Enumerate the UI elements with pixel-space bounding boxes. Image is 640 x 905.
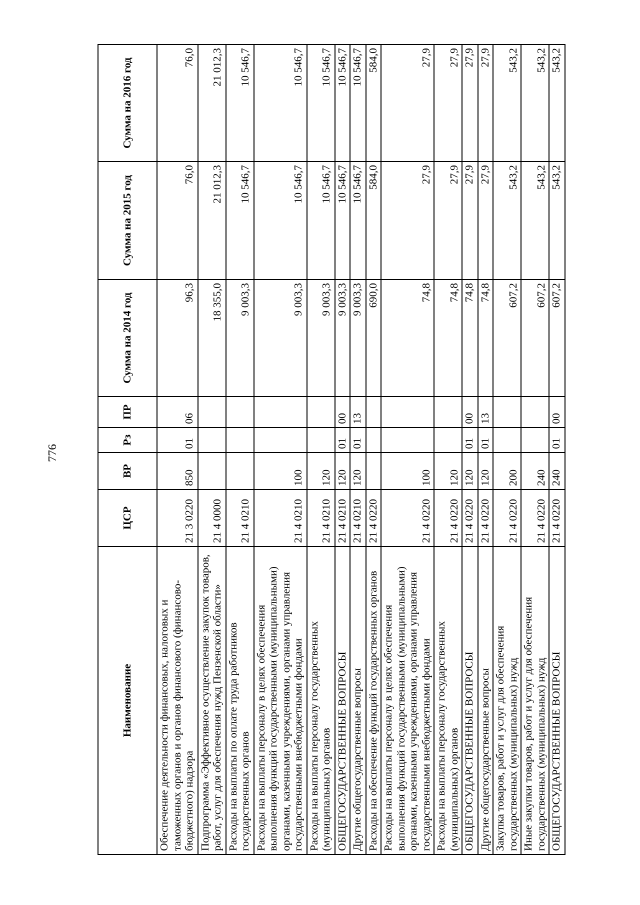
cell-csr: 21 4 0210 — [226, 490, 254, 547]
cell-name: Закупка товаров, работ и услуг для обеспечения государственных (муниципальных) нужд — [493, 547, 521, 855]
header-csr: ЦСР — [98, 490, 157, 547]
cell-sum-2014: 74,8 — [462, 280, 478, 397]
header-sum-2014: Сумма на 2014 год — [98, 280, 157, 397]
cell-name: Расходы на выплаты по оплате труда работников государственных органов — [226, 547, 254, 855]
cell-sum-2016: 27,9 — [434, 45, 462, 162]
cell-vr — [366, 453, 382, 490]
cell-rz — [381, 428, 434, 453]
cell-pr — [254, 397, 307, 428]
header-rz: Рз — [98, 428, 157, 453]
cell-rz — [254, 428, 307, 453]
cell-sum-2015: 543,2 — [493, 162, 521, 280]
header-vr: ВР — [98, 453, 157, 490]
cell-vr: 120 — [434, 453, 462, 490]
cell-pr: 13 — [478, 397, 494, 428]
table-body — [157, 45, 565, 855]
header-sum-2015: Сумма на 2015 год — [98, 162, 157, 280]
cell-vr: 120 — [307, 453, 335, 490]
cell-vr: 850 — [157, 453, 198, 490]
cell-sum-2014: 9 003,3 — [335, 280, 351, 397]
cell-csr: 21 4 0220 — [381, 490, 434, 547]
table-row — [549, 45, 565, 855]
cell-name: Другие общегосударственные вопросы — [350, 547, 366, 855]
cell-pr — [307, 397, 335, 428]
cell-sum-2015: 543,2 — [521, 162, 549, 280]
cell-name: Расходы на выплаты персоналу государственных (муниципальных) органов — [434, 547, 462, 855]
cell-sum-2016: 543,2 — [521, 45, 549, 162]
cell-sum-2016: 27,9 — [381, 45, 434, 162]
cell-pr: 13 — [350, 397, 366, 428]
budget-table-container — [98, 45, 563, 855]
cell-sum-2014: 690,0 — [366, 280, 382, 397]
cell-pr: 00 — [549, 397, 565, 428]
cell-vr: 120 — [335, 453, 351, 490]
cell-sum-2016: 10 546,7 — [254, 45, 307, 162]
cell-sum-2015: 76,0 — [157, 162, 198, 280]
cell-sum-2015: 21 012,3 — [198, 162, 226, 280]
cell-name: Иные закупки товаров, работ и услуг для обеспечения государственных (муниципальных) нужд — [521, 547, 549, 855]
table-row — [307, 45, 335, 855]
cell-csr: 21 4 0220 — [462, 490, 478, 547]
header-pr: ПР — [98, 397, 157, 428]
cell-rz — [226, 428, 254, 453]
cell-sum-2014: 96,3 — [157, 280, 198, 397]
cell-rz: 01 — [157, 428, 198, 453]
cell-sum-2016: 10 546,7 — [226, 45, 254, 162]
cell-pr — [226, 397, 254, 428]
cell-vr — [226, 453, 254, 490]
cell-csr: 21 4 0220 — [549, 490, 565, 547]
cell-pr — [366, 397, 382, 428]
cell-sum-2016: 27,9 — [462, 45, 478, 162]
cell-sum-2015: 10 546,7 — [307, 162, 335, 280]
cell-rz — [521, 428, 549, 453]
cell-rz: 01 — [335, 428, 351, 453]
cell-rz — [434, 428, 462, 453]
cell-vr: 100 — [381, 453, 434, 490]
cell-sum-2015: 543,2 — [549, 162, 565, 280]
cell-sum-2016: 10 546,7 — [307, 45, 335, 162]
cell-vr: 120 — [350, 453, 366, 490]
cell-pr: 00 — [335, 397, 351, 428]
cell-csr: 21 4 0220 — [366, 490, 382, 547]
cell-csr: 21 4 0210 — [254, 490, 307, 547]
cell-sum-2014: 18 355,0 — [198, 280, 226, 397]
cell-vr: 200 — [493, 453, 521, 490]
table-row — [493, 45, 521, 855]
cell-sum-2015: 27,9 — [434, 162, 462, 280]
cell-rz — [493, 428, 521, 453]
cell-sum-2015: 10 546,7 — [254, 162, 307, 280]
table-row — [157, 45, 198, 855]
cell-sum-2016: 584,0 — [366, 45, 382, 162]
cell-csr: 21 4 0220 — [478, 490, 494, 547]
cell-csr: 21 4 0220 — [521, 490, 549, 547]
header-sum-2016: Сумма на 2016 год — [98, 45, 157, 162]
cell-pr — [521, 397, 549, 428]
cell-sum-2014: 74,8 — [381, 280, 434, 397]
cell-csr: 21 4 0210 — [350, 490, 366, 547]
cell-name: ОБЩЕГОСУДАРСТВЕННЫЕ ВОПРОСЫ — [549, 547, 565, 855]
cell-sum-2016: 10 546,7 — [350, 45, 366, 162]
cell-pr — [381, 397, 434, 428]
page-number: 776 — [45, 444, 59, 462]
table-row — [254, 45, 307, 855]
cell-name: Расходы на выплаты персоналу в целях обеспечения выполнения функций государственными (муниципальными) органами, казенными учреждениями, органами управления государственными внебюджетными фондами — [254, 547, 307, 855]
table-row — [381, 45, 434, 855]
table-row — [434, 45, 462, 855]
cell-name: Другие общегосударственные вопросы — [478, 547, 494, 855]
table-row — [198, 45, 226, 855]
cell-sum-2015: 10 546,7 — [335, 162, 351, 280]
cell-pr: 06 — [157, 397, 198, 428]
cell-sum-2014: 74,8 — [478, 280, 494, 397]
cell-name: Расходы на обеспечение функций государственных органов — [366, 547, 382, 855]
cell-rz — [307, 428, 335, 453]
cell-rz: 01 — [350, 428, 366, 453]
cell-sum-2016: 27,9 — [478, 45, 494, 162]
cell-sum-2015: 10 546,7 — [350, 162, 366, 280]
cell-name: Обеспечение деятельности финансовых, налоговых и таможенных органов и органов финансового (финансово-бюджетного) надзора — [157, 547, 198, 855]
cell-vr: 100 — [254, 453, 307, 490]
cell-sum-2014: 607,2 — [549, 280, 565, 397]
table-row — [226, 45, 254, 855]
cell-vr — [198, 453, 226, 490]
cell-name: ОБЩЕГОСУДАРСТВЕННЫЕ ВОПРОСЫ — [462, 547, 478, 855]
cell-vr: 120 — [462, 453, 478, 490]
cell-csr: 21 4 0210 — [307, 490, 335, 547]
cell-csr: 21 4 0210 — [335, 490, 351, 547]
cell-rz: 01 — [549, 428, 565, 453]
cell-sum-2015: 27,9 — [478, 162, 494, 280]
cell-vr: 240 — [549, 453, 565, 490]
cell-rz — [198, 428, 226, 453]
cell-csr: 21 4 0220 — [434, 490, 462, 547]
table-row — [521, 45, 549, 855]
table-row — [462, 45, 478, 855]
cell-sum-2016: 10 546,7 — [335, 45, 351, 162]
cell-sum-2014: 607,2 — [521, 280, 549, 397]
cell-sum-2014: 74,8 — [434, 280, 462, 397]
table-row — [350, 45, 366, 855]
cell-csr: 21 3 0220 — [157, 490, 198, 547]
cell-sum-2015: 27,9 — [381, 162, 434, 280]
cell-name: Расходы на выплаты персоналу в целях обеспечения выполнения функций государственными (муниципальными) органами, казенными учреждениями, органами управления государственными внебюджетными фондами — [381, 547, 434, 855]
cell-sum-2015: 10 546,7 — [226, 162, 254, 280]
cell-sum-2015: 584,0 — [366, 162, 382, 280]
cell-name: ОБЩЕГОСУДАРСТВЕННЫЕ ВОПРОСЫ — [335, 547, 351, 855]
cell-rz: 01 — [478, 428, 494, 453]
cell-name: Подпрограмма «Эффективное осуществление закупок товаров, работ, услуг для обеспечения нужд Пензенской области» — [198, 547, 226, 855]
cell-pr — [198, 397, 226, 428]
cell-sum-2014: 9 003,3 — [307, 280, 335, 397]
budget-table — [98, 44, 566, 855]
cell-sum-2015: 27,9 — [462, 162, 478, 280]
cell-sum-2014: 9 003,3 — [254, 280, 307, 397]
table-header-row — [98, 45, 157, 855]
cell-rz — [366, 428, 382, 453]
cell-sum-2016: 543,2 — [493, 45, 521, 162]
cell-rz: 01 — [462, 428, 478, 453]
cell-pr — [493, 397, 521, 428]
cell-csr: 21 4 0220 — [493, 490, 521, 547]
cell-sum-2014: 9 003,3 — [350, 280, 366, 397]
table-row — [478, 45, 494, 855]
cell-csr: 21 4 0000 — [198, 490, 226, 547]
cell-pr — [434, 397, 462, 428]
cell-sum-2016: 21 012,3 — [198, 45, 226, 162]
cell-name: Расходы на выплаты персоналу государственных (муниципальных) органов — [307, 547, 335, 855]
cell-pr: 00 — [462, 397, 478, 428]
table-row — [366, 45, 382, 855]
cell-sum-2014: 607,2 — [493, 280, 521, 397]
table-row — [335, 45, 351, 855]
cell-sum-2016: 76,0 — [157, 45, 198, 162]
cell-vr: 240 — [521, 453, 549, 490]
cell-sum-2014: 9 003,3 — [226, 280, 254, 397]
header-name: Наименование — [98, 547, 157, 855]
cell-vr: 120 — [478, 453, 494, 490]
cell-sum-2016: 543,2 — [549, 45, 565, 162]
